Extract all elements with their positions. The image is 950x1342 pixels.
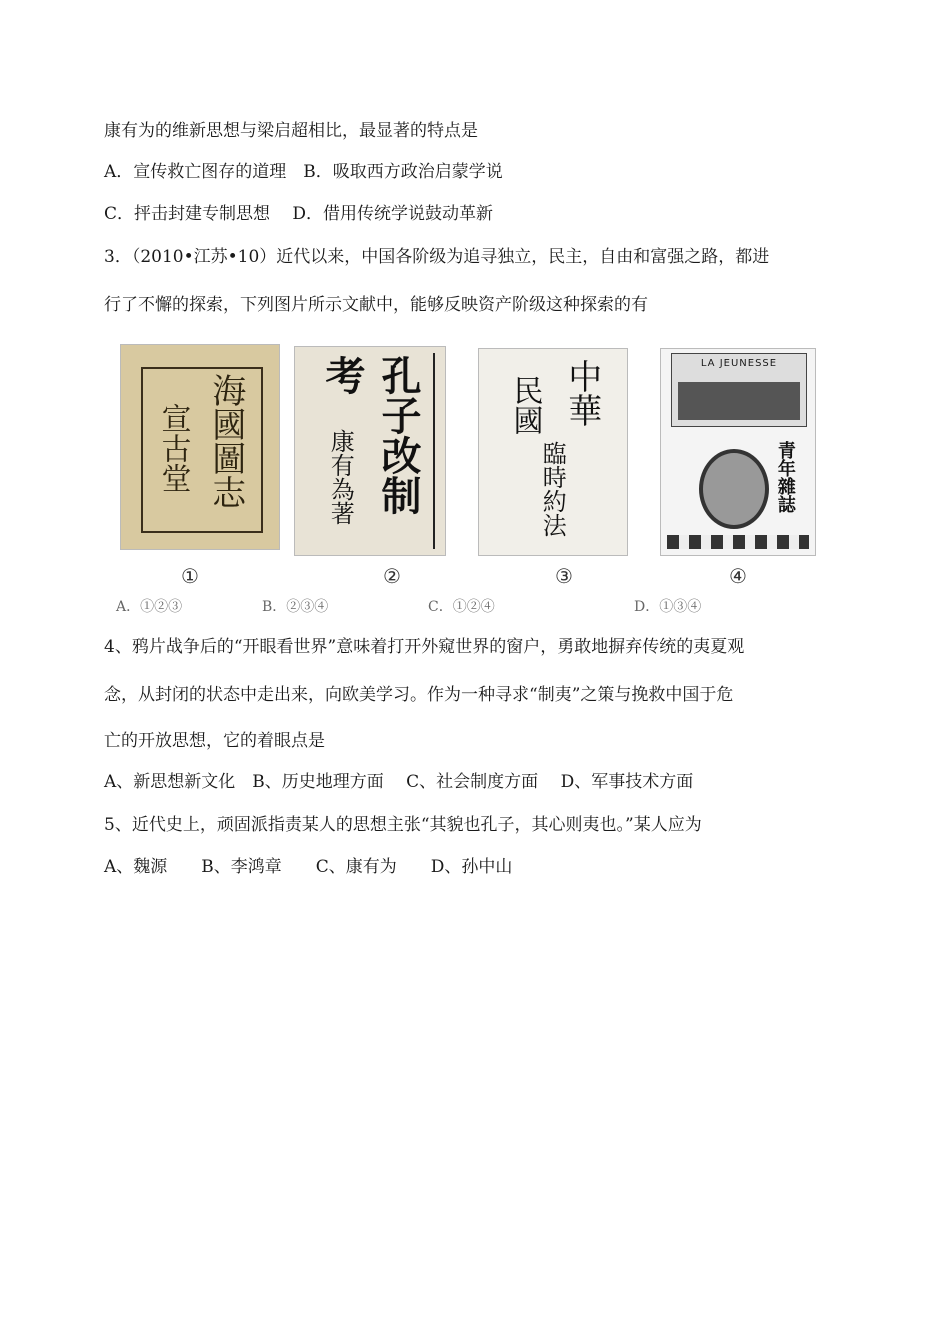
image4-portrait-icon xyxy=(699,449,769,529)
image-kongzi-gaizhi xyxy=(294,346,446,556)
image3-subtitle: 臨時約法 xyxy=(538,441,567,537)
q5-stem: 5、近代史上，顽固派指责某人的思想主张“其貌也孔子，其心则夷也。”某人应为 xyxy=(104,815,702,835)
image-qingnian-zazhi xyxy=(660,348,816,556)
q3-stem-line1: 3．（2010•江苏•10）近代以来，中国各阶级为追寻独立，民主，自由和富强之路，都进 xyxy=(104,247,770,267)
image3-title-left: 民國 xyxy=(507,375,543,435)
image3-title: 中華 xyxy=(561,359,602,427)
image2-title: 孔子改制 xyxy=(375,355,422,515)
image4-label: ④ xyxy=(729,564,747,588)
q2-options-row2: C．抨击封建专制思想 D．借用传统学说鼓动革新 xyxy=(104,204,494,224)
q4-stem-line1: 4、鸦片战争后的“开眼看世界”意味着打开外窥世界的窗户，勇敢地摒弃传统的夷夏观 xyxy=(104,637,745,657)
image4-banner: LA JEUNESSE xyxy=(700,358,778,369)
image1-subtitle: 宣古堂 xyxy=(155,403,191,493)
image3-label: ③ xyxy=(555,564,573,588)
q3-stem-line2: 行了不懈的探索，下列图片所示文献中，能够反映资产阶级这种探索的有 xyxy=(104,295,648,315)
image4-banner-box xyxy=(671,353,807,427)
image1-label: ① xyxy=(181,564,199,588)
image-haiguo-tuzhi xyxy=(120,344,280,550)
answer-a-cut: A．①②③ xyxy=(116,599,183,615)
q3-figure xyxy=(104,338,844,615)
q2-options-row1: A．宣传救亡图存的道理 B．吸取西方政治启蒙学说 xyxy=(104,162,503,182)
image2-label: ② xyxy=(383,564,401,588)
answer-d-cut: D．①③④ xyxy=(634,599,702,615)
image2-title-end: 考 xyxy=(319,355,366,395)
image1-title: 海國圖志 xyxy=(205,373,246,509)
q4-stem-line3: 亡的开放思想，它的着眼点是 xyxy=(104,731,325,751)
image2-author: 康有為著 xyxy=(326,429,355,525)
q4-options: A、新思想新文化 B、历史地理方面 C、社会制度方面 D、军事技术方面 xyxy=(104,772,694,792)
q4-stem-line2: 念，从封闭的状态中走出来，向欧美学习。作为一种寻求“制夷”之策与挽救中国于危 xyxy=(104,685,734,705)
image-linshi-yuefa xyxy=(478,348,628,556)
answer-c-cut: C．①②④ xyxy=(428,599,495,615)
answer-b-cut: B．②③④ xyxy=(262,599,329,615)
q5-options: A、魏源 B、李鸿章 C、康有为 D、孙中山 xyxy=(104,857,513,877)
image4-footer-strip xyxy=(667,535,809,549)
q2-stem: 康有为的维新思想与梁启超相比，最显著的特点是 xyxy=(104,121,478,141)
image4-title: 青年雜誌 xyxy=(774,441,796,513)
